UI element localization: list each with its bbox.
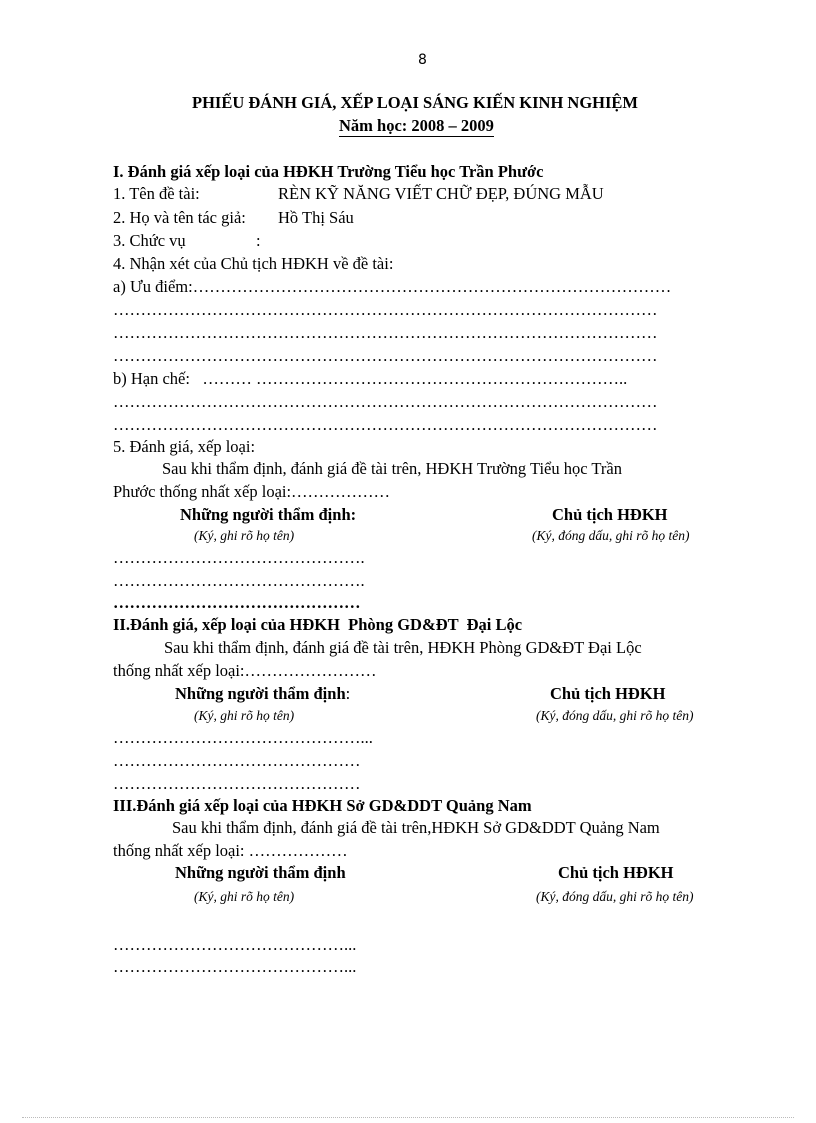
signature-line: ……………………………………… <box>113 751 361 770</box>
chair-label: Chủ tịch HĐKH <box>550 684 666 703</box>
dotted-line: ……………………………………………………………………………………… <box>113 346 658 365</box>
reviewers-label: Những người thẩm định: <box>180 505 357 524</box>
signature-line: ………………………………………. <box>113 548 365 567</box>
section-2-text: thống nhất xếp loại:…………………… <box>113 661 377 680</box>
reviewers-label: Những người thẩm định: <box>175 684 351 703</box>
signature-line: ……………………………………… <box>113 774 361 793</box>
signature-line: ……………………………………... <box>113 935 357 954</box>
signature-line: ……………………………………… <box>113 593 361 612</box>
rating-text: Phước thống nhất xếp loại:……………… <box>113 482 391 501</box>
signature-line: ………………………………………... <box>113 728 373 747</box>
rating-label: 5. Đánh giá, xếp loại: <box>113 437 256 456</box>
chair-label: Chủ tịch HĐKH <box>558 863 674 882</box>
reviewers-note: (Ký, ghi rõ họ tên) <box>194 708 295 723</box>
chair-note: (Ký, đóng dấu, ghi rõ họ tên) <box>536 889 694 904</box>
dotted-line: ……………………………………………………………………………………… <box>113 415 658 434</box>
topic-label: 1. Tên đề tài: <box>113 184 200 203</box>
page-number: 8 <box>418 52 427 68</box>
section-3-text: Sau khi thẩm định, đánh giá đề tài trên,HĐKH Sở GD&DDT Quảng Nam <box>172 818 660 837</box>
section-2-heading: II.Đánh giá, xếp loại của HĐKH Phòng GD&ĐT Đại Lộc <box>113 615 523 634</box>
chair-note: (Ký, đóng dấu, ghi rõ họ tên) <box>536 708 694 723</box>
document-title: PHIẾU ĐÁNH GIÁ, XẾP LOẠI SÁNG KIẾN KINH NGHIỆM <box>192 93 639 112</box>
limits-line: b) Hạn chế: ……… ………………………………………………………….. <box>113 369 628 388</box>
section-3-heading: III.Đánh giá xếp loại của HĐKH Sở GD&DDT Quảng Nam <box>113 796 532 815</box>
comment-label: 4. Nhận xét của Chủ tịch HĐKH về đề tài: <box>113 254 394 273</box>
chair-label: Chủ tịch HĐKH <box>552 505 668 524</box>
school-year: Năm học: 2008 – 2009 <box>339 116 494 135</box>
section-2-text: Sau khi thẩm định, đánh giá đề tài trên, HĐKH Phòng GD&ĐT Đại Lộc <box>164 638 642 657</box>
author-label: 2. Họ và tên tác giả: <box>113 208 246 227</box>
chair-note: (Ký, đóng dấu, ghi rõ họ tên) <box>532 528 690 543</box>
reviewers-note: (Ký, ghi rõ họ tên) <box>194 528 295 543</box>
dotted-line: ……………………………………………………………………………………… <box>113 300 658 319</box>
position-colon: : <box>256 231 261 250</box>
merits-line: a) Ưu điểm:…………………………………………………………………………… <box>113 277 672 296</box>
page-bottom-divider <box>22 1117 794 1118</box>
dotted-line: ……………………………………………………………………………………… <box>113 323 658 342</box>
dotted-line: ……………………………………………………………………………………… <box>113 392 658 411</box>
author-value: Hồ Thị Sáu <box>278 208 354 227</box>
rating-text: Sau khi thẩm định, đánh giá đề tài trên, HĐKH Trường Tiểu học Trần <box>162 459 622 478</box>
section-3-text: thống nhất xếp loại: ……………… <box>113 841 348 860</box>
signature-line: ………………………………………. <box>113 571 365 590</box>
section-1-heading: I. Đánh giá xếp loại của HĐKH Trường Tiểu học Trần Phước <box>113 162 544 181</box>
position-label: 3. Chức vụ <box>113 231 186 250</box>
reviewers-note: (Ký, ghi rõ họ tên) <box>194 889 295 904</box>
topic-value: RÈN KỸ NĂNG VIẾT CHỮ ĐẸP, ĐÚNG MẪU <box>278 184 604 203</box>
reviewers-label: Những người thẩm định <box>175 863 346 882</box>
signature-line: ……………………………………... <box>113 957 357 976</box>
